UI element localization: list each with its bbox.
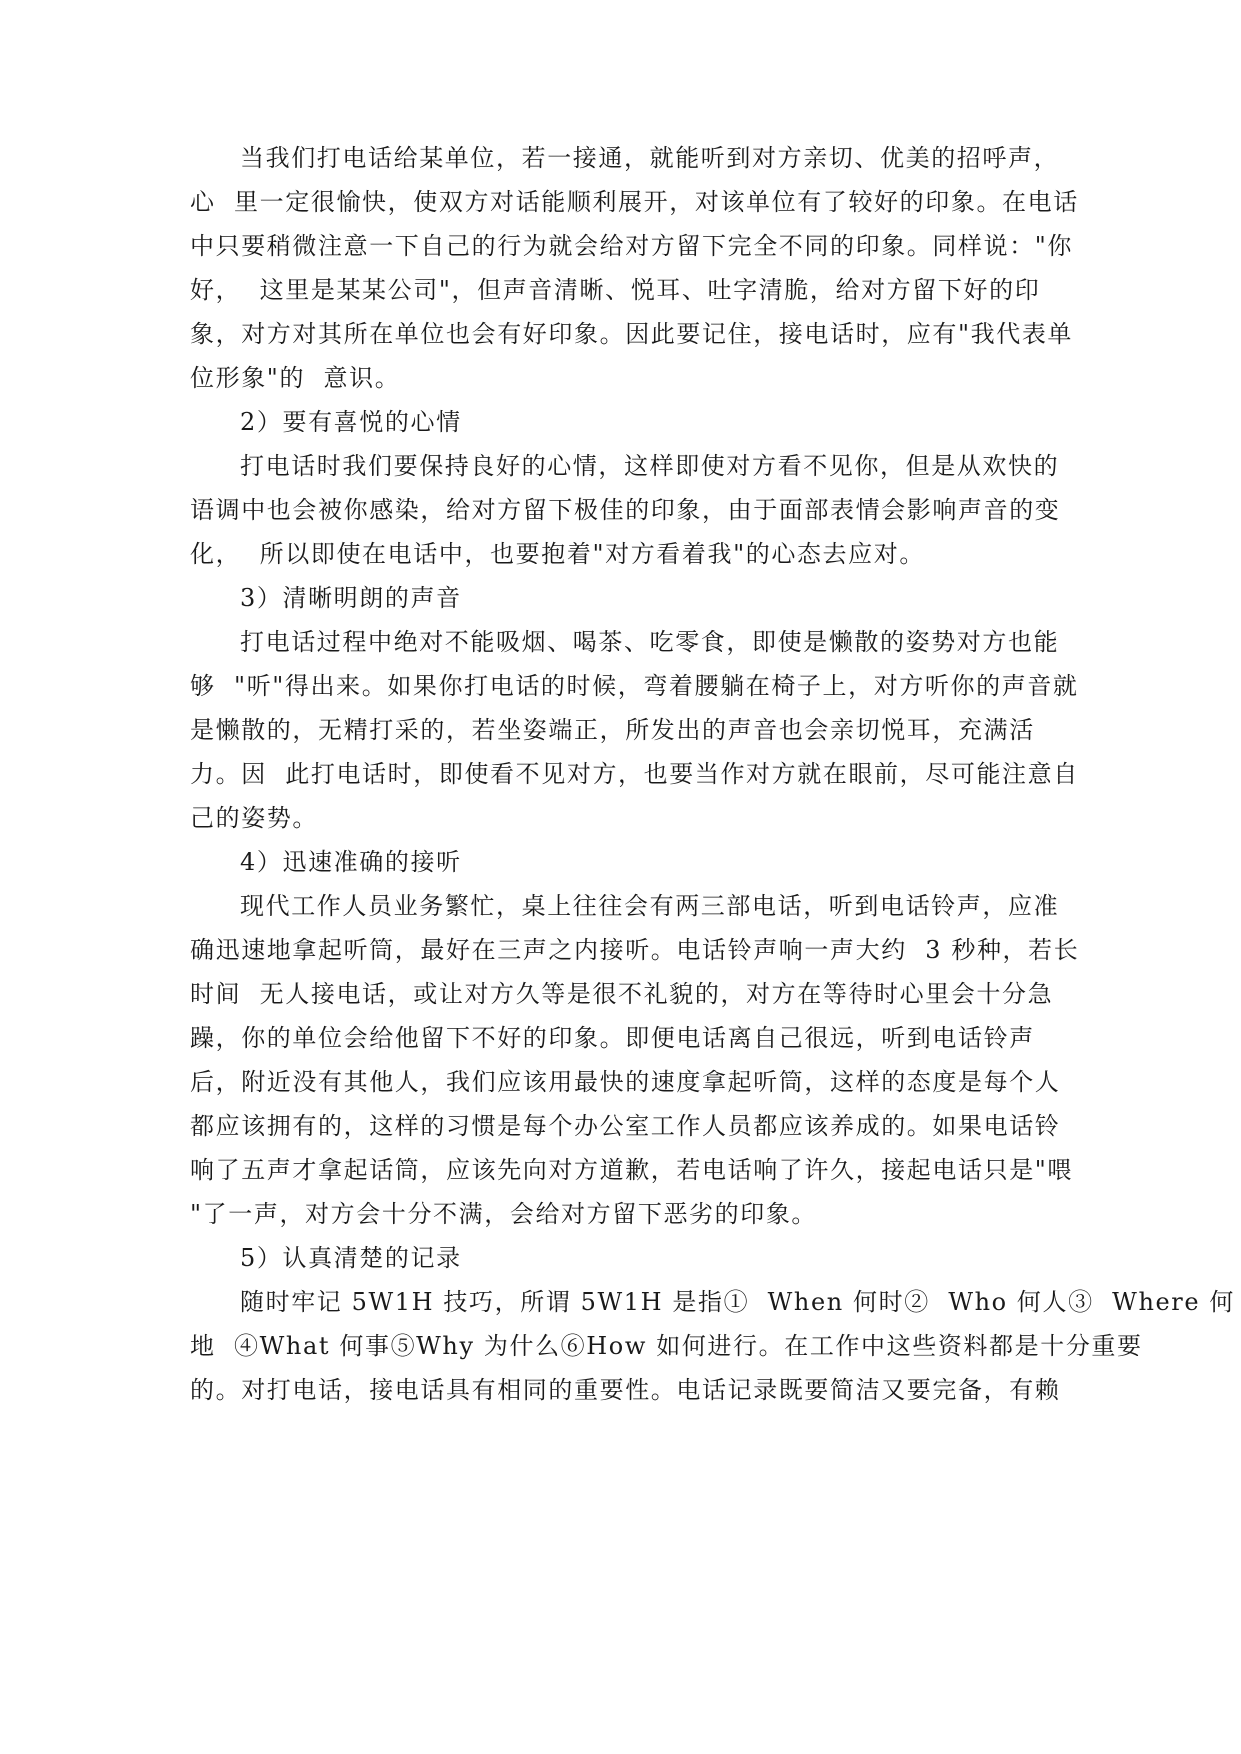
paragraph-line: 后，附近没有其他人，我们应该用最快的速度拿起听筒，这样的态度是每个人 xyxy=(190,1068,1061,1096)
paragraph-line: 当我们打电话给某单位，若一接通，就能听到对方亲切、优美的招呼声， xyxy=(240,144,1060,172)
paragraph-line: 好， 这里是某某公司"，但声音清晰、悦耳、吐字清脆，给对方留下好的印 xyxy=(190,276,1041,304)
paragraph-line: 确迅速地拿起听筒，最好在三声之内接听。电话铃声响一声大约 3 秒种，若长 xyxy=(190,936,1080,964)
paragraph-line: 位形象"的 意识。 xyxy=(190,364,401,392)
paragraph-line: 够 "听"得出来。如果你打电话的时候，弯着腰躺在椅子上，对方听你的声音就 xyxy=(190,672,1079,700)
paragraph-line: 语调中也会被你感染，给对方留下极佳的印象，由于面部表情会影响声音的变 xyxy=(190,496,1061,524)
paragraph-line: 中只要稍微注意一下自己的行为就会给对方留下完全不同的印象。同样说："你 xyxy=(190,232,1074,260)
section-heading: 5）认真清楚的记录 xyxy=(240,1244,462,1272)
section-heading: 2）要有喜悦的心情 xyxy=(240,408,462,436)
paragraph-line: 打电话时我们要保持良好的心情，这样即使对方看不见你，但是从欢快的 xyxy=(240,452,1060,480)
section-heading: 4）迅速准确的接听 xyxy=(240,848,462,876)
paragraph-line: 响了五声才拿起话筒，应该先向对方道歉，若电话响了许久，接起电话只是"喂 xyxy=(190,1156,1074,1184)
paragraph-line: 化， 所以即使在电话中，也要抱着"对方看着我"的心态去应对。 xyxy=(190,540,925,568)
paragraph-line: 象，对方对其所在单位也会有好印象。因此要记住，接电话时，应有"我代表单 xyxy=(190,320,1074,348)
paragraph-line: 都应该拥有的，这样的习惯是每个办公室工作人员都应该养成的。如果电话铃 xyxy=(190,1112,1061,1140)
paragraph-line: 己的姿势。 xyxy=(190,804,318,832)
paragraph-line: "了一声，对方会十分不满，会给对方留下恶劣的印象。 xyxy=(190,1200,818,1228)
paragraph-line: 打电话过程中绝对不能吸烟、喝茶、吃零食，即使是懒散的姿势对方也能 xyxy=(240,628,1060,656)
paragraph-line: 地 ④What 何事⑤Why 为什么⑥How 如何进行。在工作中这些资料都是十分重要 xyxy=(190,1332,1143,1360)
paragraph-line: 是懒散的，无精打采的，若坐姿端正，所发出的声音也会亲切悦耳，充满活 xyxy=(190,716,1035,744)
section-heading: 3）清晰明朗的声音 xyxy=(240,584,462,612)
paragraph-line: 现代工作人员业务繁忙，桌上往往会有两三部电话，听到电话铃声，应准 xyxy=(240,892,1060,920)
paragraph-line: 力。因 此打电话时，即使看不见对方，也要当作对方就在眼前，尽可能注意自 xyxy=(190,760,1079,788)
paragraph-line: 躁，你的单位会给他留下不好的印象。即便电话离自己很远，听到电话铃声 xyxy=(190,1024,1035,1052)
paragraph-line: 的。对打电话，接电话具有相同的重要性。电话记录既要简洁又要完备，有赖 xyxy=(190,1376,1061,1404)
paragraph-line: 时间 无人接电话，或让对方久等是很不礼貌的，对方在等待时心里会十分急 xyxy=(190,980,1054,1008)
paragraph-line: 随时牢记 5W1H 技巧，所谓 5W1H 是指① When 何时② Who 何人③ Where 何 xyxy=(240,1288,1236,1316)
paragraph-line: 心 里一定很愉快，使双方对话能顺利展开，对该单位有了较好的印象。在电话 xyxy=(190,188,1079,216)
